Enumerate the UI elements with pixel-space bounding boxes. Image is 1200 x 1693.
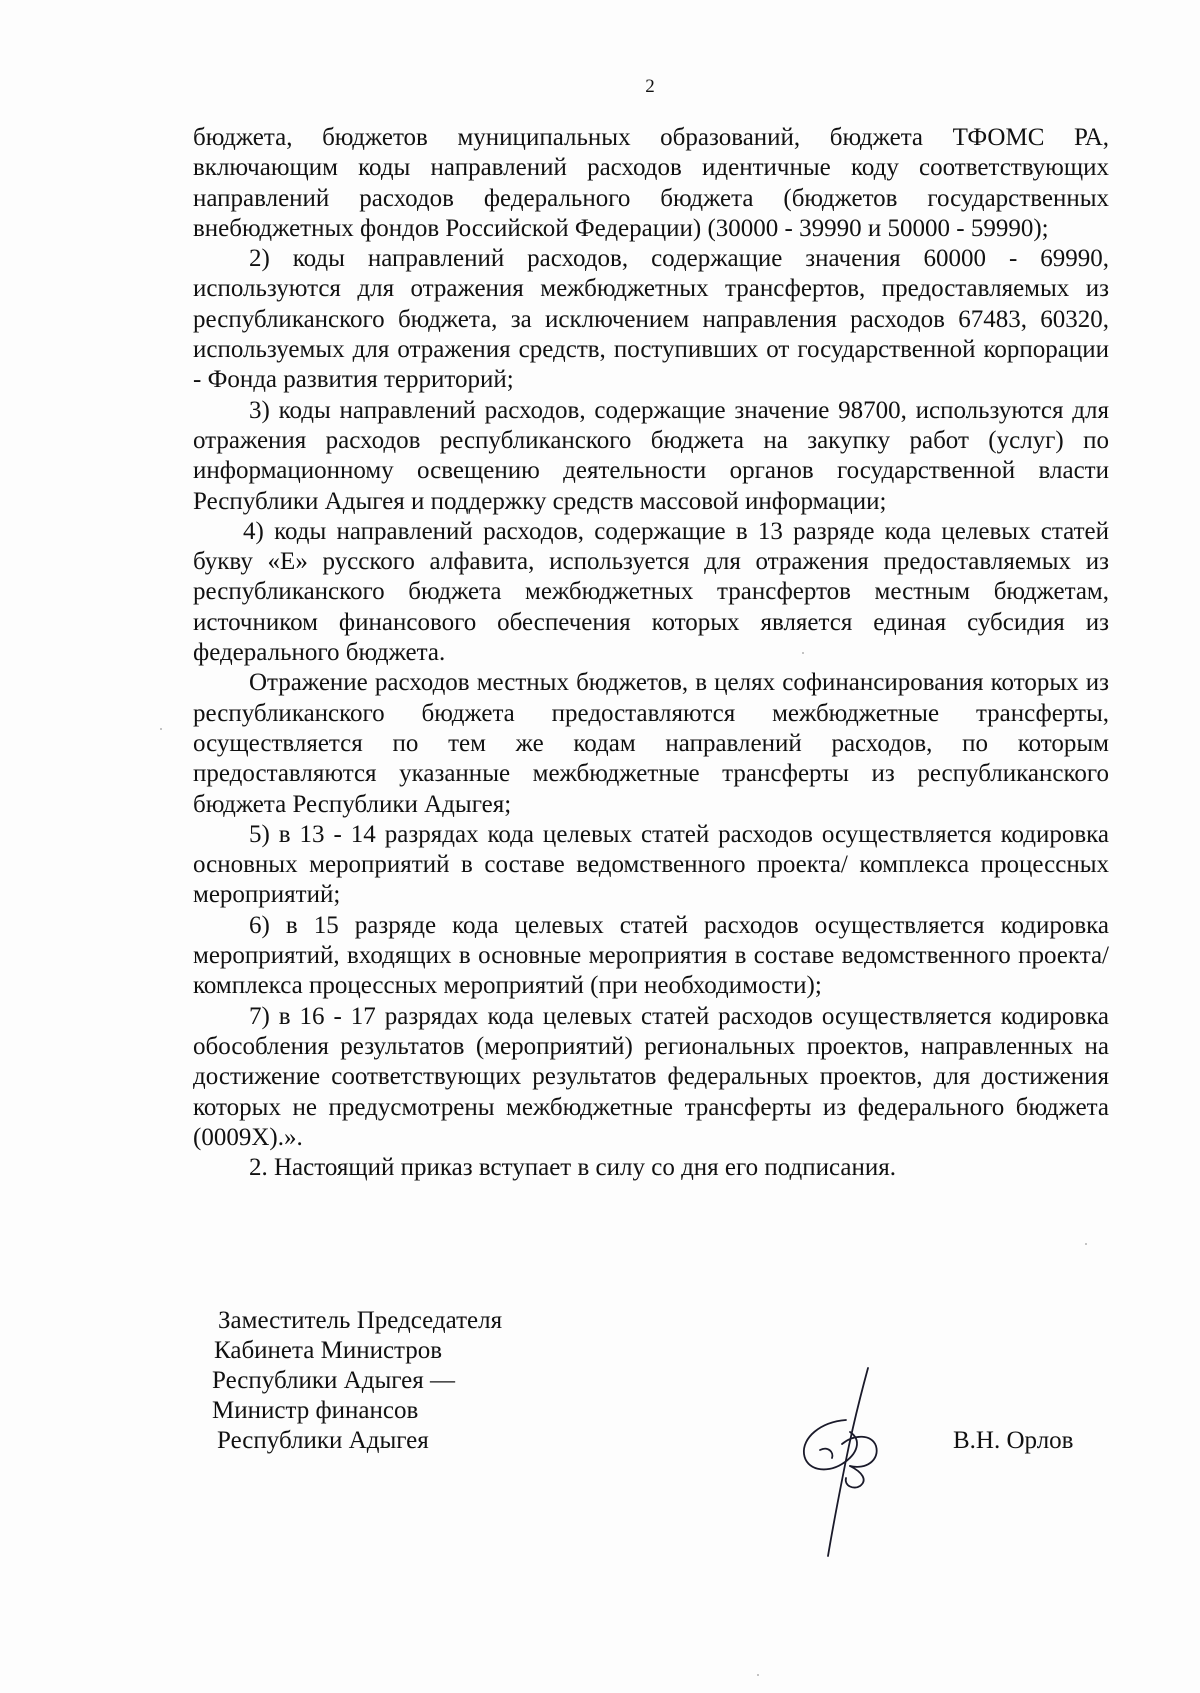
handwritten-signature (780, 1360, 890, 1560)
paragraph-continuation: бюджета, бюджетов муниципальных образований, бюджета ТФОМС РА, включающим коды направлений расходов идентичные коду соответствующих направлений расходов федерального бюджета (бюджетов государственных внебюджетных фондов Российской Федерации) (30000 - 39990 и 50000 - 59990); (193, 124, 1109, 242)
paragraph-item-7: 7) в 16 - 17 разрядах кода целевых статей расходов осуществляется кодировка обособления результатов (мероприятий) региональных проектов, направленных на достижение соответствующих результатов федеральных проектов, для достижения которых не предусмотрены межбюджетные трансферты из федерального бюджета (0009X).». (193, 1002, 1109, 1151)
scan-speck (160, 728, 162, 730)
signatory-position-line: Республики Адыгея (217, 1427, 429, 1454)
scan-speck (757, 1674, 759, 1676)
document-body (193, 123, 1109, 1183)
page-number: 2 (645, 76, 655, 97)
scan-speck (1085, 1243, 1087, 1245)
paragraph-item-3: 3) коды направлений расходов, содержащие значение 98700, используются для отражения расходов республиканского бюджета на закупку работ (услуг) по информационному освещению деятельности органов государственной власти Республики Адыгея и поддержку средств массовой информации; (193, 396, 1109, 515)
signatory-position-line: Заместитель Председателя (218, 1307, 503, 1334)
paragraph-item-4: 4) коды направлений расходов, содержащие в 13 разряде кода целевых статей букву «Е» русского алфавита, используется для отражения предоставляемых из республиканского бюджета межбюджетных трансфертов местным бюджетам, источником финансового обеспечения которых является единая субсидия из федерального бюджета. (193, 517, 1109, 667)
paragraph-item-2: 2) коды направлений расходов, содержащие значения 60000 - 69990, используются для отражения межбюджетных трансфертов, предоставляемых из республиканского бюджета, за исключением направления расходов 67483, 60320, используемых для отражения средств, поступивших от государственной корпорации - Фонда развития территорий; (193, 245, 1109, 394)
signatory-name: В.Н. Орлов (953, 1427, 1074, 1454)
paragraph-item-5: 5) в 13 - 14 разрядах кода целевых статей расходов осуществляется кодировка основных мероприятий в составе ведомственного проекта/ комплекса процессных мероприятий; (193, 820, 1109, 909)
paragraph-item-6: 6) в 15 разряде кода целевых статей расходов осуществляется кодировка мероприятий, входящих в основные мероприятия в составе ведомственного проекта/ комплекса процессных мероприятий (при необходимости); (193, 911, 1109, 1000)
signatory-position (214, 1306, 502, 1456)
signatory-position-line: Кабинета Министров (214, 1337, 443, 1364)
paragraph-effective-date: 2. Настоящий приказ вступает в силу со дня его подписания. (249, 1154, 897, 1182)
signatory-position-line: Министр финансов (212, 1397, 419, 1424)
signatory-position-line: Республики Адыгея — (212, 1367, 456, 1394)
scan-speck (802, 652, 804, 654)
paragraph-local-budgets: Отражение расходов местных бюджетов, в целях софинансирования которых из республиканского бюджета предоставляются межбюджетные трансферты, осуществляется по тем же кодам направлений расходов, по которым предоставляются указанные межбюджетные трансферты из республиканского бюджета Республики Адыгея; (193, 669, 1109, 818)
